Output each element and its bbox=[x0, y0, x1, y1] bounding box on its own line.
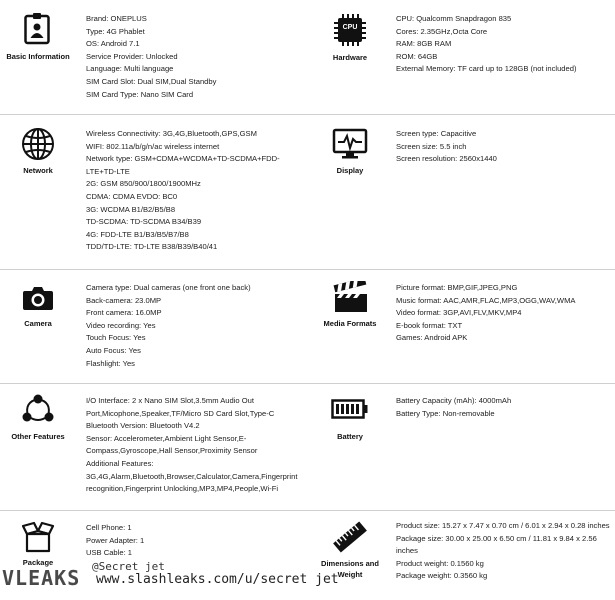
clapperboard-icon bbox=[332, 280, 370, 314]
watermark-handle: @Secret jet bbox=[92, 560, 165, 573]
spec-line: Package size: 30.00 x 25.00 x 6.50 cm / 11.81 x 9.84 x 2.56 bbox=[396, 533, 597, 543]
battery-spec-list bbox=[396, 395, 511, 420]
section-label-other: Other Features bbox=[11, 432, 65, 441]
spec-line: Battery Capacity (mAh): 4000mAh bbox=[396, 396, 512, 405]
network-spec-list bbox=[86, 128, 280, 254]
watermark-brand: VLEAKS bbox=[2, 566, 81, 590]
spec-line: Video recording: Yes bbox=[86, 320, 156, 330]
share-network-icon bbox=[20, 393, 56, 427]
spec-line: Flashlight: Yes bbox=[86, 358, 135, 368]
spec-line: LTE+TD-LTE bbox=[86, 166, 130, 176]
dimensions-label-line: Weight bbox=[337, 570, 363, 579]
spec-line: recognition,Fingerprint Unlocking,MP3,MP4,People,Wi-Fi bbox=[86, 484, 279, 494]
spec-line: RAM: 8GB RAM bbox=[396, 39, 452, 49]
section-label-hardware: Hardware bbox=[332, 53, 368, 62]
spec-line: Network type: GSM+CDMA+WCDMA+TD-SCDMA+FDD- bbox=[86, 154, 280, 164]
spec-line: Camera type: Dual cameras (one front one back) bbox=[86, 283, 251, 292]
spec-line: I/O Interface: 2 x Nano SIM Slot,3.5mm Audio Out bbox=[86, 396, 254, 405]
spec-line: Compass,Gyroscope,Hall Sensor,Proximity Sensor bbox=[86, 446, 258, 456]
spec-line: Video format: 3GP,AVI,FLV,MKV,MP4 bbox=[396, 308, 522, 318]
spec-line: Service Provider: Unlocked bbox=[86, 51, 178, 61]
section-label-network: Network bbox=[23, 166, 53, 175]
spec-line: Screen size: 5.5 inch bbox=[396, 141, 467, 151]
package-spec-list bbox=[86, 522, 144, 560]
spec-line: 4G: FDD-LTE B1/B3/B5/B7/B8 bbox=[86, 229, 189, 239]
section-label-media: Media Formats bbox=[323, 319, 377, 328]
spec-line: Bluetooth Version: Bluetooth V4.2 bbox=[86, 421, 200, 431]
spec-line: Type: 4G Phablet bbox=[86, 26, 145, 36]
spec-line: inches bbox=[396, 546, 418, 556]
watermark-url: www.slashleaks.com/u/secret jet bbox=[96, 572, 339, 587]
spec-line: Brand: ONEPLUS bbox=[86, 14, 147, 23]
spec-line: Additional Features: bbox=[86, 458, 154, 468]
section-label-package: Package bbox=[22, 558, 54, 567]
spec-line: Screen type: Capacitive bbox=[396, 129, 477, 138]
spec-line: Picture format: BMP,GIF,JPEG,PNG bbox=[396, 283, 518, 292]
other-spec-list bbox=[86, 395, 297, 496]
cpu-chip-text: CPU bbox=[342, 24, 358, 31]
spec-line: TD-SCDMA: TD-SCDMA B34/B39 bbox=[86, 217, 202, 227]
spec-line: Language: Multi language bbox=[86, 64, 174, 74]
row-divider bbox=[0, 114, 615, 115]
spec-line: Package weight: 0.3560 kg bbox=[396, 571, 488, 581]
spec-line: CPU: Qualcomm Snapdragon 835 bbox=[396, 14, 512, 23]
basic-spec-list bbox=[86, 13, 216, 101]
battery-icon bbox=[331, 398, 369, 420]
globe-icon bbox=[20, 126, 56, 162]
spec-line: Wireless Connectivity: 3G,4G,Bluetooth,GPS,GSM bbox=[86, 129, 257, 138]
spec-line: CDMA: CDMA EVDO: BC0 bbox=[86, 191, 178, 201]
row-divider bbox=[0, 269, 615, 270]
spec-line: Cores: 2.35GHz,Octa Core bbox=[396, 26, 488, 36]
spec-line: Product size: 15.27 x 7.47 x 0.70 cm / 6.01 x 2.94 x 0.28 inches bbox=[396, 521, 610, 530]
monitor-pulse-icon bbox=[332, 128, 368, 160]
spec-line: Sensor: Accelerometer,Ambient Light Sensor,E- bbox=[86, 433, 247, 443]
spec-line: Games: Android APK bbox=[396, 333, 468, 343]
open-box-icon bbox=[20, 520, 56, 554]
spec-line: E-book format: TXT bbox=[396, 320, 463, 330]
spec-line: Auto Focus: Yes bbox=[86, 345, 141, 355]
section-label-battery: Battery bbox=[337, 432, 363, 441]
id-card-icon bbox=[22, 12, 52, 46]
spec-line: Back-camera: 23.0MP bbox=[86, 295, 162, 305]
spec-line: External Memory: TF card up to 128GB (not included) bbox=[396, 64, 577, 74]
camera-spec-list bbox=[86, 282, 251, 370]
spec-line: OS: Android 7.1 bbox=[86, 39, 140, 49]
spec-line: SIM Card Slot: Dual SIM,Dual Standby bbox=[86, 76, 217, 86]
section-label-camera: Camera bbox=[24, 319, 52, 328]
dimensions-label-line: Dimensions and bbox=[321, 559, 379, 568]
spec-line: 2G: GSM 850/900/1800/1900MHz bbox=[86, 179, 201, 189]
row-divider bbox=[0, 510, 615, 511]
spec-line: Front camera: 16.0MP bbox=[86, 308, 162, 318]
spec-line: Battery Type: Non-removable bbox=[396, 408, 495, 418]
section-label-dimensions bbox=[310, 558, 390, 580]
spec-line: 3G,4G,Alarm,Bluetooth,Browser,Calculator,Camera,Fingerprint bbox=[86, 471, 298, 481]
section-label-basic: Basic Information bbox=[6, 52, 70, 61]
spec-line: Music format: AAC,AMR,FLAC,MP3,OGG,WAV,WMA bbox=[396, 295, 576, 305]
spec-line: Screen resolution: 2560x1440 bbox=[396, 154, 497, 164]
camera-icon bbox=[22, 284, 54, 312]
dimensions-spec-list bbox=[396, 520, 610, 583]
section-label-display: Display bbox=[336, 166, 364, 175]
hardware-spec-list bbox=[396, 13, 577, 76]
spec-line: ROM: 64GB bbox=[396, 51, 438, 61]
ruler-icon bbox=[331, 520, 369, 554]
display-spec-list bbox=[396, 128, 497, 166]
spec-line: SIM Card Type: Nano SIM Card bbox=[86, 89, 194, 99]
row-divider bbox=[0, 383, 615, 384]
spec-line: Product weight: 0.1560 kg bbox=[396, 558, 484, 568]
spec-line: Power Adapter: 1 bbox=[86, 535, 145, 545]
media-spec-list bbox=[396, 282, 575, 345]
spec-line: Port,Micophone,Speaker,TF/Micro SD Card Slot,Type-C bbox=[86, 408, 275, 418]
spec-line: TDD/TD-LTE: TD-LTE B38/B39/B40/41 bbox=[86, 242, 218, 252]
spec-line: Touch Focus: Yes bbox=[86, 333, 146, 343]
spec-line: USB Cable: 1 bbox=[86, 548, 133, 558]
spec-line: 3G: WCDMA B1/B2/B5/B8 bbox=[86, 204, 176, 214]
spec-line: WIFI: 802.11a/b/g/n/ac wireless internet bbox=[86, 141, 220, 151]
spec-line: Cell Phone: 1 bbox=[86, 523, 132, 532]
